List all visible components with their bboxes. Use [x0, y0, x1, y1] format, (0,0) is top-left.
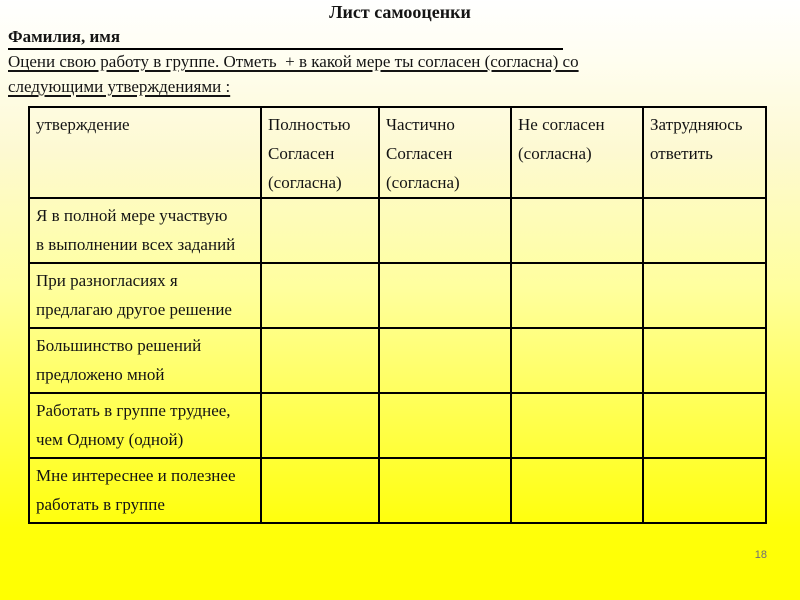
statement-line: Я в полной мере участвую: [36, 206, 228, 225]
answer-cell: [643, 458, 766, 523]
statement-cell: [29, 198, 261, 263]
instruction-line-2: следующими утверждениями :: [8, 77, 231, 96]
answer-cell: [511, 328, 643, 393]
answer-cell: [261, 328, 379, 393]
answer-cell: [643, 198, 766, 263]
answer-cell: [379, 263, 511, 328]
col-header-hard-to-answer: [643, 107, 766, 198]
page-title: Лист самооценки: [329, 2, 471, 22]
statement-line: Работать в группе труднее,: [36, 401, 231, 420]
answer-cell: [379, 328, 511, 393]
answer-cell: [643, 263, 766, 328]
statement-line: чем Одному (одной): [36, 430, 184, 449]
instruction-line-1: Оцени свою работу в группе. Отметь + в какой мере ты согласен (согласна) со: [8, 52, 579, 71]
statement-cell: [29, 458, 261, 523]
answer-cell: [511, 393, 643, 458]
answer-cell: [261, 458, 379, 523]
header-line: Согласен: [386, 144, 453, 163]
statement-cell: [29, 393, 261, 458]
answer-cell: [511, 198, 643, 263]
col-header-partially-agree: [379, 107, 511, 198]
header-line: Полностью: [268, 115, 351, 134]
name-underline: [8, 27, 563, 50]
header-line: Частично: [386, 115, 455, 134]
name-line: [8, 27, 563, 50]
answer-cell: [511, 263, 643, 328]
table-row-most-solutions: [29, 328, 766, 393]
self-assessment-table: [28, 106, 767, 524]
answer-cell: [511, 458, 643, 523]
table-row-harder-in-group: [29, 393, 766, 458]
header-line: (согласна): [518, 144, 592, 163]
answer-cell: [261, 393, 379, 458]
col-header-fully-agree: [261, 107, 379, 198]
statement-line: При разногласиях я: [36, 271, 178, 290]
slide-page-number: 18: [754, 549, 767, 561]
answer-cell: [379, 198, 511, 263]
table-row-more-interesting: [29, 458, 766, 523]
statement-line: предложено мной: [36, 365, 165, 384]
statement-cell: [29, 328, 261, 393]
statement-cell: [29, 263, 261, 328]
name-blank-line: [120, 41, 563, 42]
answer-cell: [643, 393, 766, 458]
statement-line: предлагаю другое решение: [36, 300, 232, 319]
statement-line: Мне интереснее и полезнее: [36, 466, 236, 485]
header-line: Не согласен: [518, 115, 605, 134]
answer-cell: [261, 198, 379, 263]
statement-line: работать в группе: [36, 495, 165, 514]
statement-line: Большинство решений: [36, 336, 202, 355]
answer-cell: [261, 263, 379, 328]
col-header-disagree: [511, 107, 643, 198]
table-row-disagreements: [29, 263, 766, 328]
header-line: (согласна): [268, 173, 342, 192]
col-header-statement: [29, 107, 261, 198]
statement-line: в выполнении всех заданий: [36, 235, 236, 254]
answer-cell: [379, 458, 511, 523]
header-line: (согласна): [386, 173, 460, 192]
header-line: утверждение: [36, 115, 130, 134]
header-line: ответить: [650, 144, 713, 163]
header-line: Затрудняюсь: [650, 115, 743, 134]
header-line: Согласен: [268, 144, 335, 163]
header-row: [29, 107, 766, 198]
answer-cell: [379, 393, 511, 458]
table-row-participate: [29, 198, 766, 263]
name-label: Фамилия, имя: [8, 27, 121, 46]
answer-cell: [643, 328, 766, 393]
